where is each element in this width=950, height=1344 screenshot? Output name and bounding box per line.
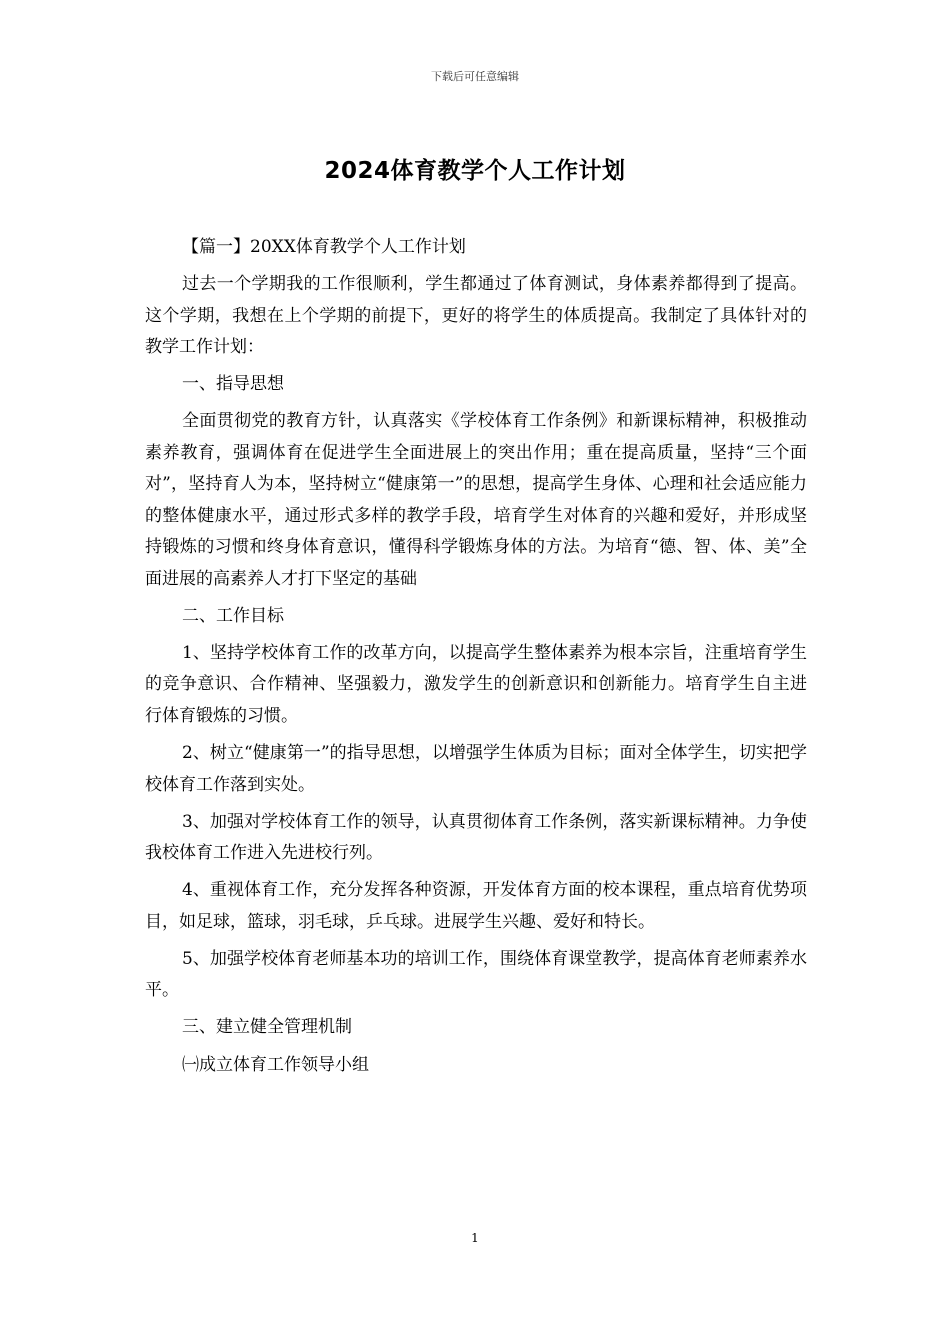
heading-management-mechanism: 三、建立健全管理机制 [182,1017,352,1038]
goal-item-5: 5、加强学校体育老师基本功的培训工作，围绕体育课堂教学，提高体育老师素养水平。 [145,948,807,1001]
document-title: 2024体育教学个人工作计划 [324,158,626,184]
subheading-leadership-group: ㈠成立体育工作领导小组 [182,1054,369,1075]
guiding-ideology-paragraph: 全面贯彻党的教育方针，认真落实《学校体育工作条例》和新课标精神，积极推动素养教育，强调体育在促进学生全面进展上的突出作用；重在提高质量，坚持“三个面对”，坚持育人为本，坚持树立“健康第一”的思想，提高学生身体、心理和社会适应能力的整体健康水平，通过形式多样的教学手段，培育学生对体育的兴趣和爱好，并形成坚持锻炼的习惯和终身体育意识，懂得科学锻炼身体的方法。为培育“德、智、体、美”全面进展的高素养人才打下坚定的基础 [145,411,807,589]
section-heading-part-one: 【篇一】20XX体育教学个人工作计划 [182,237,466,257]
document-body [145,232,807,1081]
heading-guiding-ideology: 一、指导思想 [182,374,284,395]
heading-work-goals: 二、工作目标 [182,605,284,626]
page-number: 1 [471,1231,479,1245]
goal-item-2: 2、树立“健康第一”的指导思想，以增强学生体质为目标；面对全体学生，切实把学校体育工作落到实处。 [145,743,807,795]
intro-paragraph: 过去一个学期我的工作很顺利，学生都通过了体育测试，身体素养都得到了提高。这个学期，我想在上个学期的前提下，更好的将学生的体质提高。我制定了具体针对的教学工作计划： [145,274,807,358]
goal-item-3: 3、加强对学校体育工作的领导，认真贯彻体育工作条例，落实新课标精神。力争使我校体育工作进入先进校行列。 [145,811,807,864]
goal-item-4: 4、重视体育工作，充分发挥各种资源，开发体育方面的校本课程，重点培育优势项目，如足球，篮球，羽毛球，乒乓球。进展学生兴趣、爱好和特长。 [145,880,807,932]
goal-item-1: 1、坚持学校体育工作的改革方向，以提高学生整体素养为根本宗旨，注重培育学生的竞争意识、合作精神、坚强毅力，激发学生的创新意识和创新能力。培育学生自主进行体育锻炼的习惯。 [145,642,807,726]
header-note: 下载后可任意编辑 [431,70,519,83]
